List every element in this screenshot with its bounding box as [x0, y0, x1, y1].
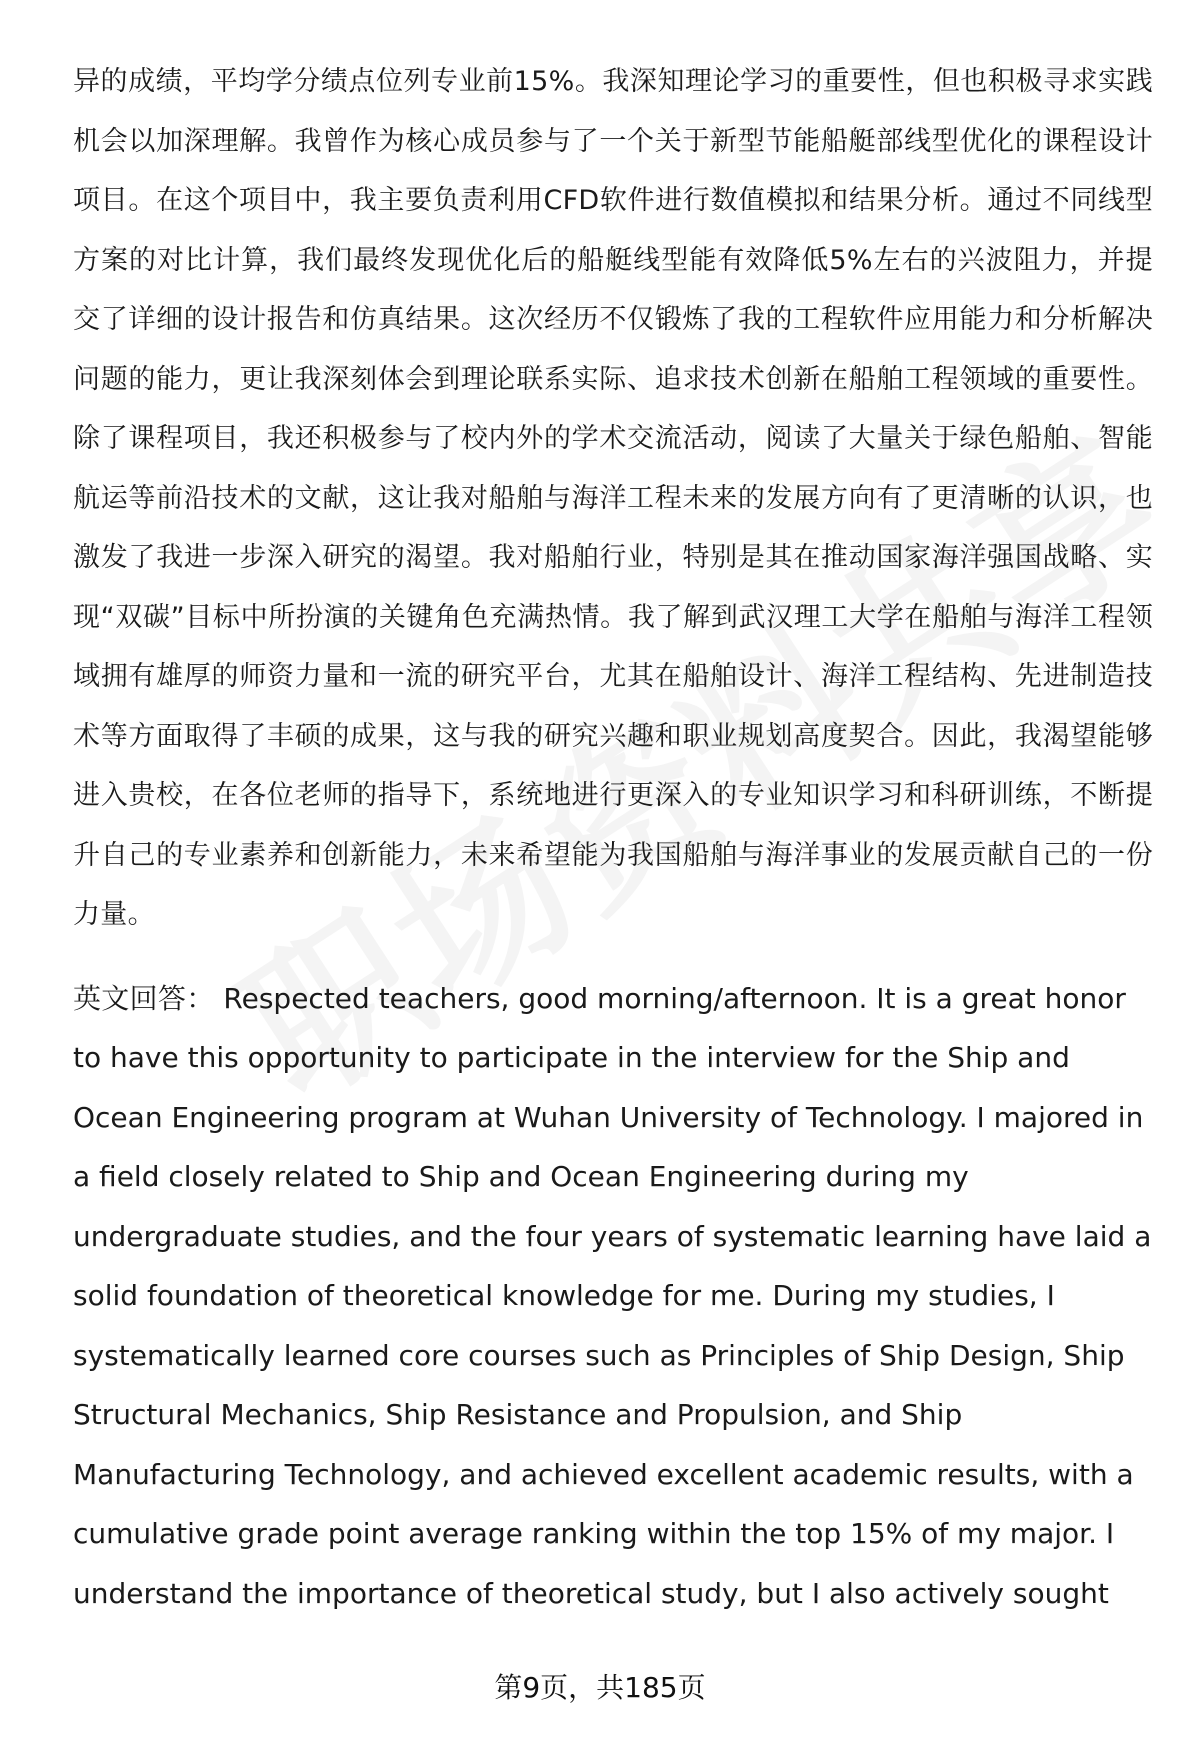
english-answer-paragraph	[73, 969, 1153, 1624]
english-answer-text: Respected teachers, good morning/afternoon. It is a great honor to have this opportunity to participate in the interview for the Ship and Ocean Engineering program at Wuhan University of Technology. I majored in a field closely related to Ship and Ocean Engineering during my undergraduate studies, and the four years of systematic learning have laid a solid foundation of theoretical knowledge for me. During my studies, I systematically learned core courses such as Principles of Ship Design, Ship Structural Mechanics, Ship Resistance and Propulsion, and Ship Manufacturing Technology, and achieved excellent academic results, with a cumulative grade point average ranking within the top 15% of my major. I understand the importance of theoretical study, but I also actively sought	[73, 981, 1152, 1610]
page-number-footer: 第9页，共185页	[494, 1671, 706, 1704]
document-body	[73, 52, 1153, 1623]
chinese-answer-paragraph: 异的成绩，平均学分绩点位列专业前15%。我深知理论学习的重要性，但也积极寻求实践机会以加深理解。我曾作为核心成员参与了一个关于新型节能船艇部线型优化的课程设计项目。在这个项目中，我主要负责利用CFD软件进行数值模拟和结果分析。通过不同线型方案的对比计算，我们最终发现优化后的船艇线型能有效降低5%左右的兴波阻力，并提交了详细的设计报告和仿真结果。这次经历不仅锻炼了我的工程软件应用能力和分析解决问题的能力，更让我深刻体会到理论联系实际、追求技术创新在船舶工程领域的重要性。除了课程项目，我还积极参与了校内外的学术交流活动，阅读了大量关于绿色船舶、智能航运等前沿技术的文献，这让我对船舶与海洋工程未来的发展方向有了更清晰的认识，也激发了我进一步深入研究的渴望。我对船舶行业，特别是其在推动国家海洋强国战略、实现“双碳”目标中所扮演的关键角色充满热情。我了解到武汉理工大学在船舶与海洋工程领域拥有雄厚的师资力量和一流的研究平台，尤其在船舶设计、海洋工程结构、先进制造技术等方面取得了丰硕的成果，这与我的研究兴趣和职业规划高度契合。因此，我渴望能够进入贵校，在各位老师的指导下，系统地进行更深入的专业知识学习和科研训练，不断提升自己的专业素养和创新能力，未来希望能为我国船舶与海洋事业的发展贡献自己的一份力量。	[73, 66, 1153, 930]
english-answer-label: 英文回答：	[73, 981, 215, 1015]
